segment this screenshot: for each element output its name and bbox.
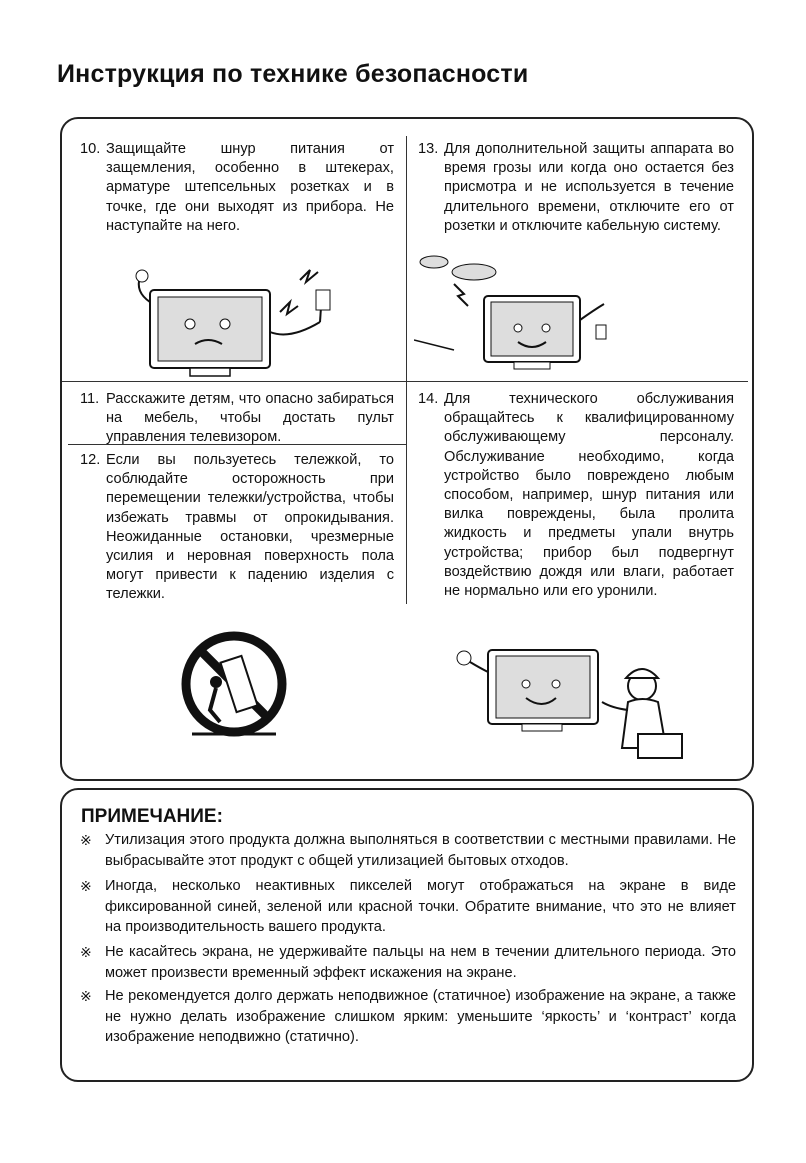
note-title: ПРИМЕЧАНИЕ: <box>81 806 223 827</box>
item-text: Расскажите детям, что опасно забираться на мебель, чтобы достать пульт управления телевизором. <box>106 391 394 446</box>
note-item <box>80 876 736 938</box>
safety-item-13 <box>418 140 734 236</box>
note-text: Не рекомендуется долго держать неподвижное (статичное) изображение на экране, а также не нужно делать изображение слишком ярким: уменьшите ‘яркость’ и ‘контраст’ когда изображение неподвижно (статично). <box>105 988 736 1045</box>
page-title: Инструкция по технике безопасности <box>57 60 529 88</box>
note-item <box>80 986 736 1048</box>
item-text: Для дополнительной защиты аппарата во время грозы или когда оно остается без присмотра и не используется в течение длительного времени, отключите его от розетки и отключите кабельную систему. <box>444 141 734 234</box>
tv-power-cord-illustration <box>130 262 350 380</box>
cart-warning-icon <box>180 630 288 740</box>
item-text: Для технического обслуживания обращайтесь к квалифицированному обслуживающему персоналу. Обслуживание необходимо, когда устройство было повреждено любым способом, например, шнур питания или вилка повреждены, была пролита жидкость и предметы упали внутрь устройства; прибор был подвергнут воздействию дождя или влаги, работает не нормально или его уронили. <box>444 391 734 600</box>
column-divider-lower <box>406 382 407 604</box>
safety-item-11 <box>80 390 394 448</box>
row-divider <box>62 381 748 382</box>
note-text: Не касайтесь экрана, не удерживайте пальцы на нем в течении длительного периода. Это может произвести временный эффект искажения на экране. <box>105 944 736 981</box>
reference-mark-icon: ※ <box>80 832 92 848</box>
safety-item-10 <box>80 140 394 236</box>
item-number: 10. <box>80 141 101 157</box>
thunderstorm-tv-illustration <box>414 250 634 380</box>
item-number: 12. <box>80 452 101 468</box>
note-item <box>80 942 736 983</box>
item-text: Если вы пользуетесь тележкой, то соблюдайте осторожность при перемещении тележки/устройства, чтобы избежать травмы от опрокидывания. Неожиданные остановки, чрезмерные усилия и неровная поверхность пола могут привести к падению изделия с тележки. <box>106 452 394 603</box>
safety-item-12 <box>80 451 394 605</box>
item-number: 14. <box>418 391 439 407</box>
item-number: 11. <box>80 391 100 407</box>
column-divider <box>406 136 407 382</box>
item-text: Защищайте шнур питания от защемления, особенно в штекерах, арматуре штепсельных розетках и в точке, где они выходят из прибора. Не наступайте на него. <box>106 141 394 234</box>
reference-mark-icon: ※ <box>80 878 92 894</box>
note-item <box>80 830 736 871</box>
reference-mark-icon: ※ <box>80 944 92 960</box>
note-text: Утилизация этого продукта должна выполняться в соответствии с местными правилами. Не выбрасывайте этот продукт с общей утилизацией бытовых отходов. <box>105 832 736 869</box>
reference-mark-icon: ※ <box>80 988 92 1004</box>
note-text: Иногда, несколько неактивных пикселей могут отображаться на экране в виде фиксированной синей, зеленой или красной точки. Обратите внимание, что это не влияет на производительность вашего продукта. <box>105 878 736 935</box>
service-technician-illustration <box>452 638 702 768</box>
safety-item-14 <box>418 390 734 601</box>
item-number: 13. <box>418 141 439 157</box>
